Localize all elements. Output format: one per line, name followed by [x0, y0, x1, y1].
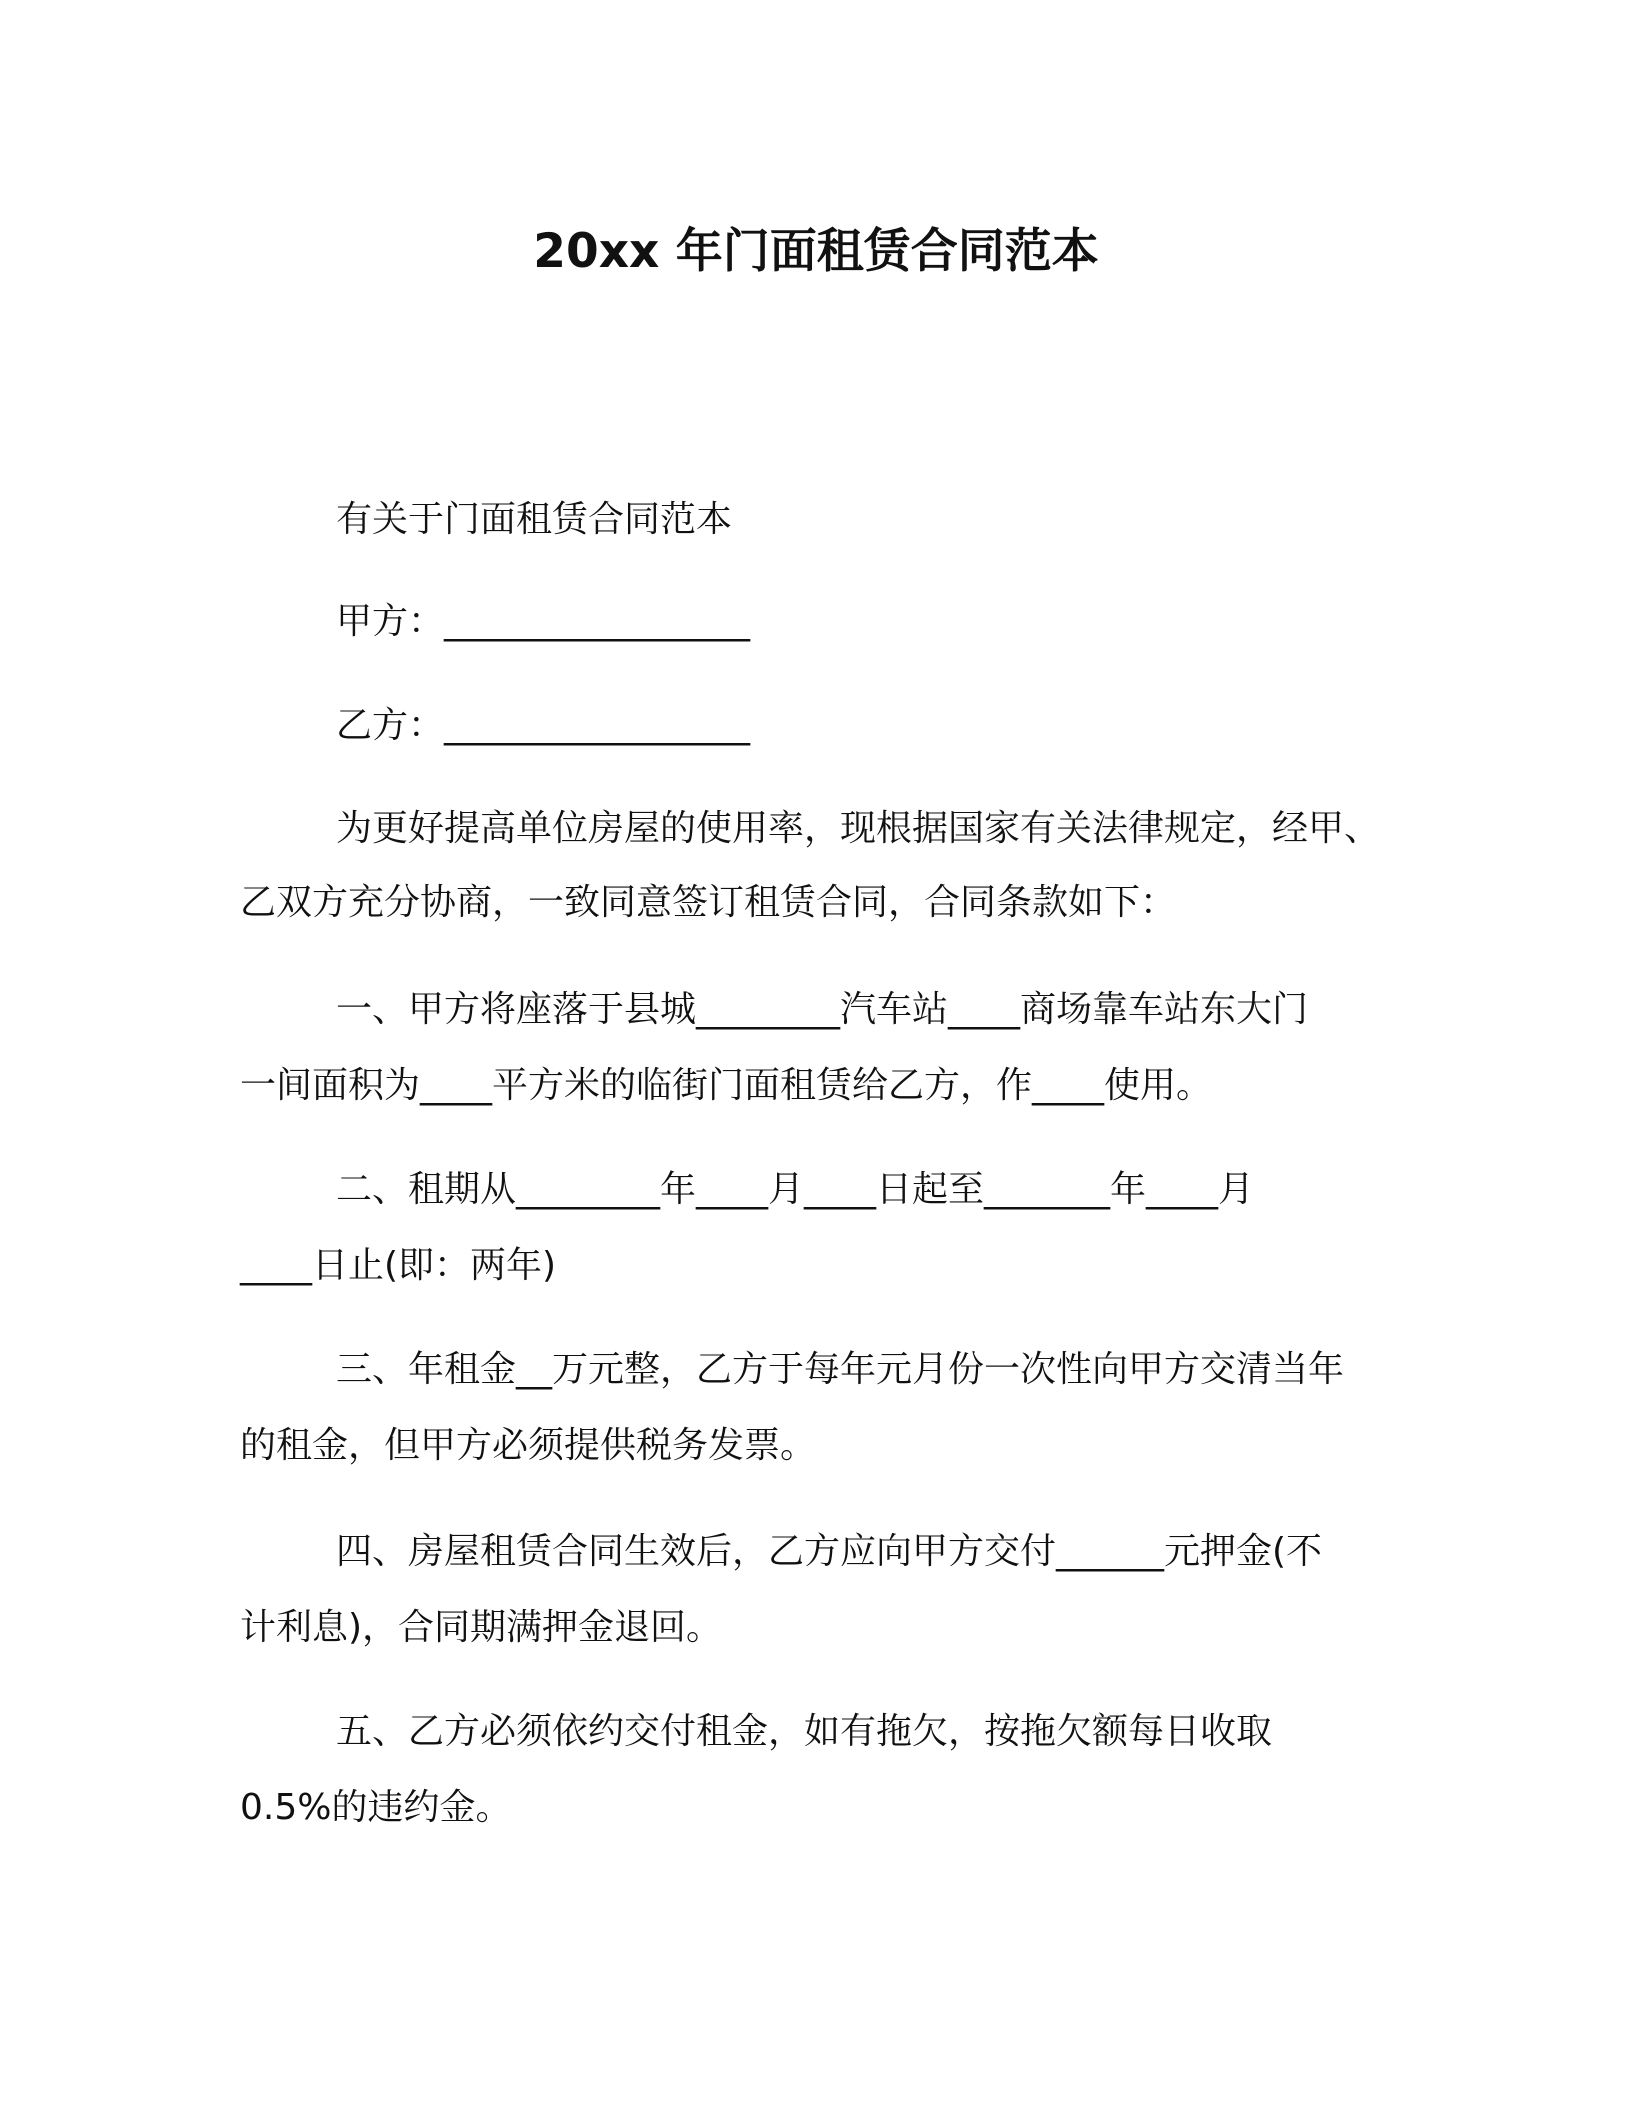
clause-1-line-2: 一间面积为____平方米的临街门面租赁给乙方，作____使用。	[240, 1065, 1213, 1106]
clause-3-line-2: 的租金，但甲方必须提供税务发票。	[240, 1425, 817, 1466]
party-b-field: 乙方：_________________	[336, 705, 751, 746]
intro-line-1: 为更好提高单位房屋的使用率，现根据国家有关法律规定，经甲、	[336, 808, 1381, 849]
clause-3-line-1: 三、年租金__万元整，乙方于每年元月份一次性向甲方交清当年	[336, 1349, 1345, 1390]
clause-1-line-1: 一、甲方将座落于县城________汽车站____商场靠车站东大门	[336, 989, 1309, 1030]
clause-2-line-2: ____日止(即：两年)	[240, 1245, 557, 1286]
party-a-field: 甲方：_________________	[336, 601, 751, 642]
clause-2-line-1: 二、租期从________年____月____日起至_______年____月	[336, 1169, 1255, 1210]
clause-4-line-1: 四、房屋租赁合同生效后，乙方应向甲方交付______元押金(不	[336, 1531, 1323, 1572]
clause-5-line-2: 0.5%的违约金。	[240, 1787, 512, 1828]
intro-line-2: 乙双方充分协商，一致同意签订租赁合同，合同条款如下：	[240, 882, 1177, 923]
clause-5-line-1: 五、乙方必须依约交付租金，如有拖欠，按拖欠额每日收取	[336, 1711, 1273, 1752]
document-title: 20xx 年门面租赁合同范本	[533, 224, 1099, 279]
document-subtitle: 有关于门面租赁合同范本	[336, 499, 733, 540]
clause-4-line-2: 计利息)，合同期满押金退回。	[240, 1607, 723, 1648]
